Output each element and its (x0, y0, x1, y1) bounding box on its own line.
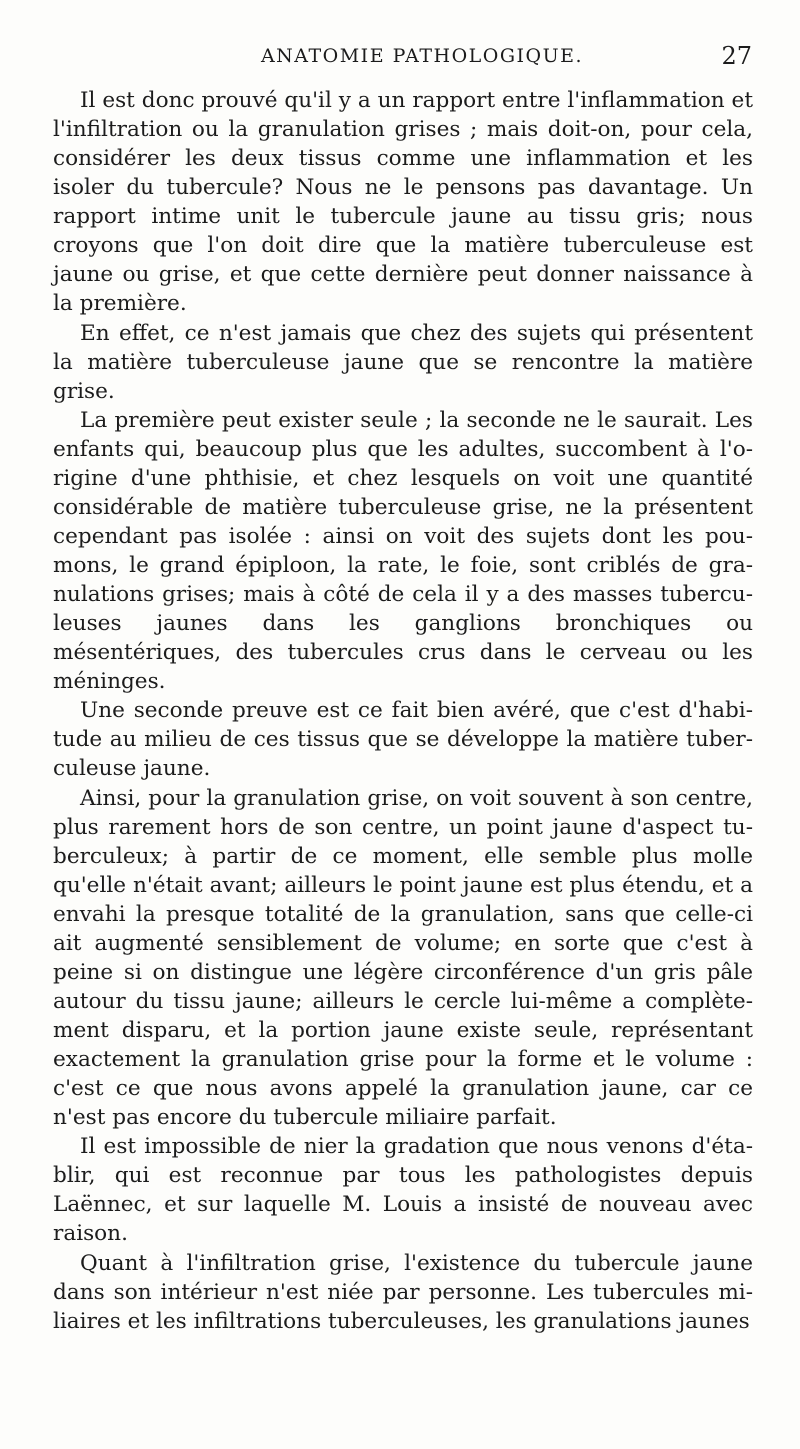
paragraph: Une seconde preuve est ce fait bien avéré, que c'est d'habitude au milieu de ces tissus que se développe la matière tuberculeuse jaune. (53, 698, 753, 782)
page-number: 27 (721, 42, 752, 70)
paragraph: Il est donc prouvé qu'il y a un rapport entre l'inflammation et l'infiltration ou la granulation grises ; mais doit-on, pour cela, considérer les deux tissus comme une inflammation et les isoler du tubercule? Nous ne le pensons pas davantage. Un rapport intime unit le tubercule jaune au tissu gris; nous croyons que l'on doit dire que la matière tuberculeuse est jaune ou grise, et que cette dernière peut donner naissance à la première. (53, 88, 753, 317)
running-head (52, 42, 752, 76)
paragraph: En effet, ce n'est jamais que chez des sujets qui présentent la matière tuberculeuse jaune que se rencontre la matière grise. (53, 320, 753, 404)
paragraph: La première peut exister seule ; la seconde ne le saurait. Les enfants qui, beaucoup plus que les adultes, succombent à l'origine d'une phthisie, et chez lesquels on voit une quantité considérable de matière tuberculeuse grise, ne la présentent cependant pas isolée : ainsi on voit des sujets dont les poumons, le grand épiploon, la rate, le foie, sont criblés de granulations grises; mais à côté de cela il y a des masses tuberculeuses jaunes dans les ganglions bronchiques ou mésentériques, des tubercules crus dans le cerveau ou les méninges. (53, 407, 753, 695)
paragraph: Ainsi, pour la granulation grise, on voit souvent à son centre, plus rarement hors de son centre, un point jaune d'aspect tuberculeux; à partir de ce moment, elle semble plus molle qu'elle n'était avant; ailleurs le point jaune est plus étendu, et a envahi la presque totalité de la granulation, sans que celle-ci ait augmenté sensiblement de volume; en sorte que c'est à peine si on distingue une légère circonférence d'un gris pâle autour du tissu jaune; ailleurs le cercle lui-même a complètement disparu, et la portion jaune existe seule, représentant exactement la granulation grise pour la forme et le volume : c'est ce que nous avons appelé la granulation jaune, car ce n'est pas encore du tubercule miliaire parfait. (53, 785, 753, 1131)
running-title: ANATOMIE PATHOLOGIQUE. (260, 45, 584, 67)
body-text (53, 86, 753, 1336)
paragraph: Il est impossible de nier la gradation que nous venons d'établir, qui est reconnue par tous les pathologistes depuis Laënnec, et sur laquelle M. Louis a insisté de nouveau avec raison. (53, 1134, 753, 1247)
paragraph: Quant à l'infiltration grise, l'existence du tubercule jaune dans son intérieur n'est niée par personne. Les tubercules miliaires et les infiltrations tuberculeuses, les granulations jaunes (53, 1250, 753, 1334)
